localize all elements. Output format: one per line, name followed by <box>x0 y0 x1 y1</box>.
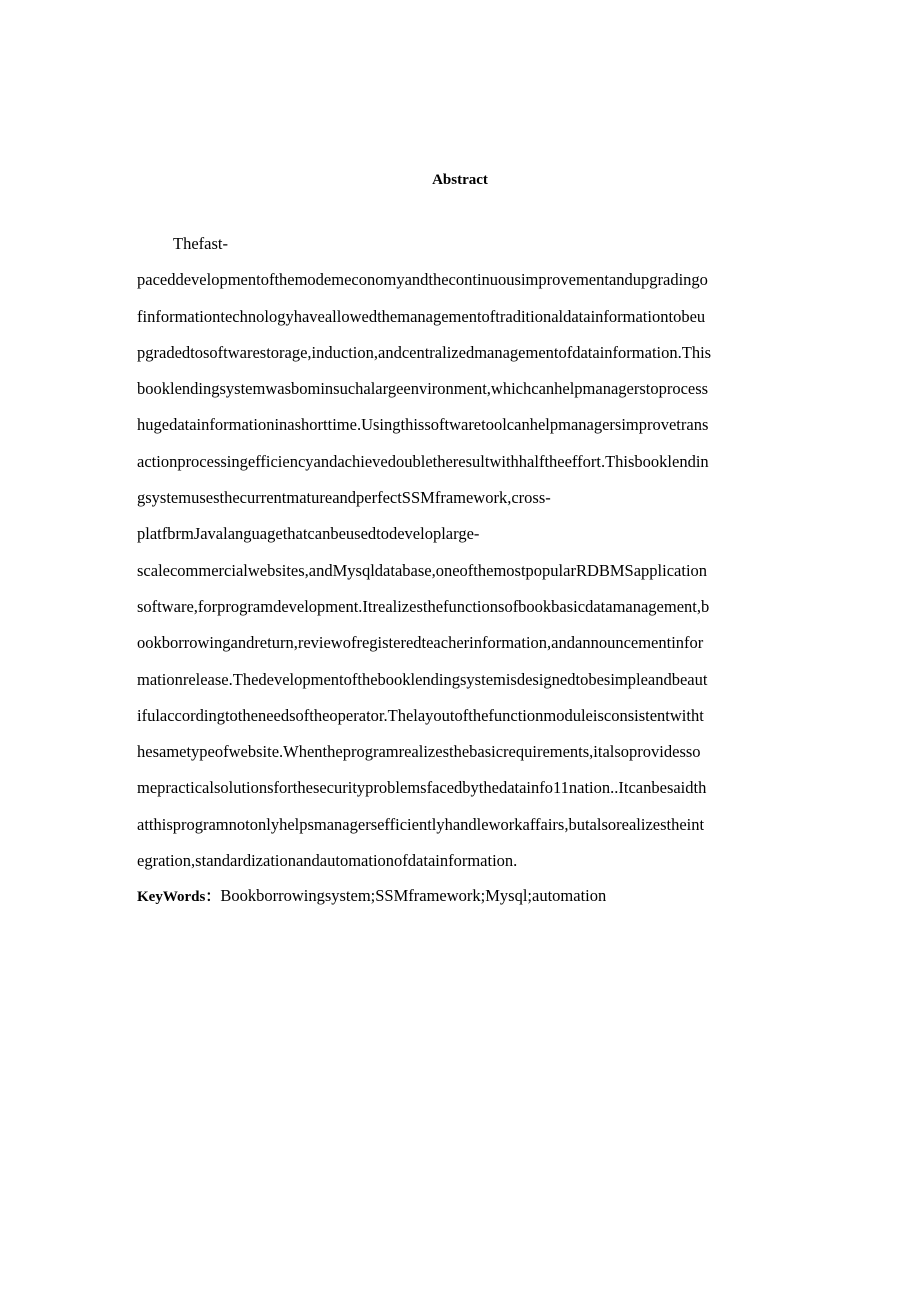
abstract-line: Thefast- <box>173 234 228 253</box>
abstract-line: mepracticalsolutionsforthesecurityproblemsfacedbythedatainfo11nation..Itcanbesaidth <box>137 778 707 798</box>
abstract-line: scalecommercialwebsites,andMysqldatabase,oneofthemostpopularRDBMSapplication <box>137 560 708 580</box>
abstract-line: gsystemusesthecurrentmatureandperfectSSMframework,cross- <box>137 488 551 508</box>
abstract-line: booklendingsystemwasbominsuchalargeenvironment,whichcanhelpmanagerstoprocess <box>137 379 709 399</box>
abstract-line: software,forprogramdevelopment.Itrealizesthefunctionsofbookbasicdatamanagement,b <box>137 596 710 616</box>
abstract-line: actionprocessingefficiencyandachievedoubletheresultwithhalftheeffort.Thisbooklendin <box>137 451 709 471</box>
abstract-body <box>137 232 789 885</box>
abstract-line: ookborrowingandreturn,reviewofregisteredteacherinformation,andannouncementinfor <box>137 633 704 653</box>
abstract-line: hugedatainformationinashorttime.Usingthissoftwaretoolcanhelpmanagersimprovetrans <box>137 415 709 435</box>
abstract-line: paceddevelopmentofthemodemeconomyandthecontinuousimprovementandupgradingo <box>137 270 708 290</box>
abstract-line: ifulaccordingtotheneedsoftheoperator.Thelayoutofthefunctionmoduleisconsistentwitht <box>137 705 704 725</box>
abstract-line: platfbrmJavalanguagethatcanbeusedtodeveloplarge- <box>137 524 480 544</box>
abstract-line: hesametypeofwebsite.Whentheprogramrealizesthebasicrequirements,italsoprovidesso <box>137 742 701 762</box>
keywords-line <box>137 885 817 908</box>
keywords-label: KeyWords： <box>137 889 221 905</box>
abstract-line: mationrelease.Thedevelopmentofthebooklendingsystemisdesignedtobesimpleandbeaut <box>137 669 708 689</box>
keywords-text: Bookborrowingsystem;SSMframework;Mysql;automation <box>220 886 607 905</box>
abstract-title: Abstract <box>432 172 488 188</box>
abstract-line: finformationtechnologyhaveallowedthemanagementoftraditionaldatainformationtobeu <box>137 306 706 326</box>
abstract-line: egration,standardizationandautomationofdatainformation. <box>137 851 518 871</box>
abstract-line: pgradedtosoftwarestorage,induction,andcentralizedmanagementofdatainformation.This <box>137 342 712 362</box>
abstract-line: atthisprogramnotonlyhelpsmanagersefficientlyhandleworkaffairs,butalsorealizestheint <box>137 814 705 834</box>
